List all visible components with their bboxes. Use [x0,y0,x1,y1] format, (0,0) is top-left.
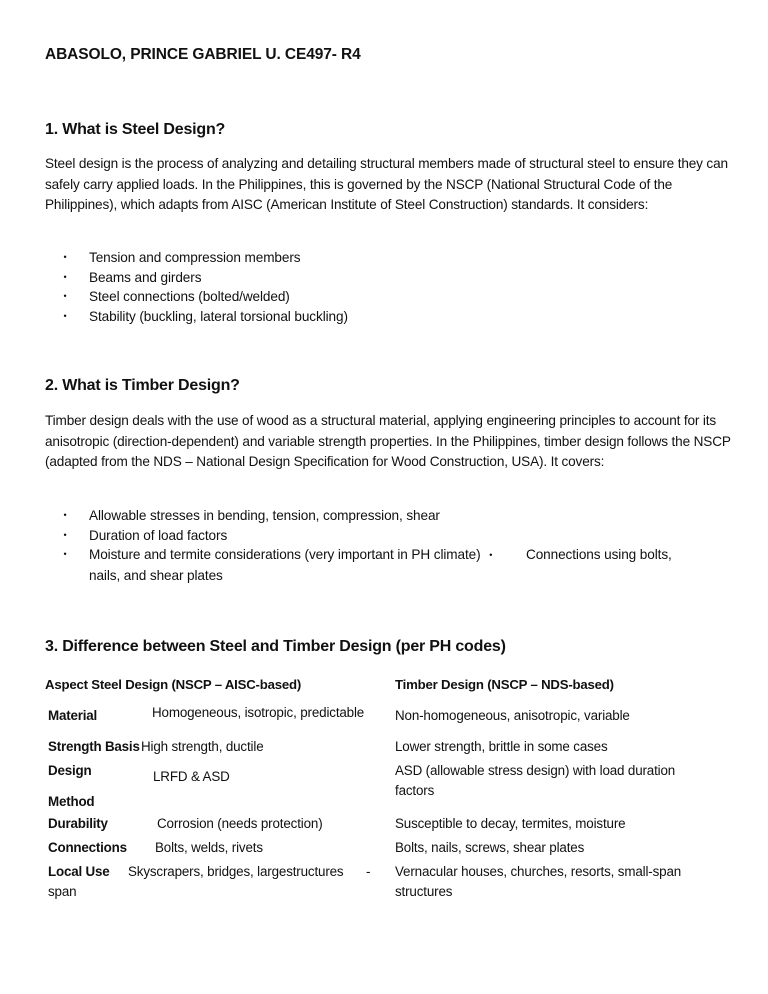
section-1-paragraph: Steel design is the process of analyzing and detailing structural members made of structural steel to ensure they can safely carry applied loads. In the Philippines, this is governed by the NSCP (National Structural Code of the Philippines), which adapts from AISC (American Institute of Steel Construction) standards. It considers: [45,156,728,212]
list-item-text: nails, and shear plates [89,567,223,583]
bullet-icon: • [489,550,493,561]
list-item-text: Tension and compression members [89,250,301,265]
table-cell-timber: structures [395,884,453,899]
table-cell-steel-dash: - [366,864,371,879]
table-cell-timber: Susceptible to decay, termites, moisture [395,816,626,831]
section-2-paragraph: Timber design deals with the use of wood as a structural material, applying engineering principles to account for its anisotropic (direction-dependent) and variable strength properties. In the Philippines, timber design follows the NSCP (adapted from the NDS – National Design Specification for Wood Construction, USA). It covers: [45,413,731,469]
list-item-text: Moisture and termite considerations (very important in PH climate) [89,547,481,563]
bullet-icon: • [63,291,67,302]
bullet-icon: • [63,549,67,560]
bullet-icon: • [63,252,67,262]
table-cell-steel: Corrosion (needs protection) [157,816,323,831]
list-item [60,506,672,526]
bullet-icon: • [63,510,67,520]
table-cell-steel: Homogeneous, isotropic, predictable [152,705,365,720]
author-course-line: ABASOLO, PRINCE GABRIEL U. CE497- R4 [45,46,361,63]
list-item [60,545,672,566]
section-2-heading: 2. What is Timber Design? [45,377,240,394]
list-item-wrap [60,566,672,586]
table-cell-timber: Lower strength, brittle in some cases [395,739,608,754]
bullet-icon: • [63,271,67,282]
table-cell-timber: Bolts, nails, screws, shear plates [395,840,585,855]
section-1-bullet-list [60,248,348,326]
section-1-heading: 1. What is Steel Design? [45,121,226,138]
list-item [60,287,348,307]
table-cell-steel: High strength, ductile [141,739,264,754]
table-cell-timber: Non-homogeneous, anisotropic, variable [395,708,630,723]
list-item [60,307,348,327]
section-2-bullet-list [60,506,672,585]
list-item-text: Steel connections (bolted/welded) [89,289,290,305]
list-item-text: Allowable stresses in bending, tension, compression, shear [89,508,440,523]
table-cell-aspect: Strength Basis [48,739,140,754]
list-item [60,248,348,268]
table-cell-steel: span [48,884,77,899]
table-cell-timber: factors [395,783,435,798]
bullet-icon: • [63,529,67,540]
list-item [60,268,348,288]
table-cell-aspect: Local Use [48,864,110,879]
list-item-text: Duration of load factors [89,527,228,543]
table-cell-timber: ASD (allowable stress design) with load duration [395,763,676,778]
list-item-text: Connections using bolts, [525,547,672,563]
section-3-heading: 3. Difference between Steel and Timber Design (per PH codes) [45,638,506,655]
table-cell-aspect: Material [48,708,98,723]
table-cell-aspect: Durability [48,816,108,831]
table-cell-steel: LRFD & ASD [153,769,230,784]
list-item-text: Beams and girders [89,269,202,285]
table-cell-steel: Bolts, welds, rivets [155,840,263,855]
table-cell-aspect: Connections [48,840,127,855]
table-header-aspect-steel: Aspect Steel Design (NSCP – AISC-based) [45,677,302,692]
table-cell-timber: Vernacular houses, churches, resorts, small-span [395,864,682,879]
table-cell-aspect: Method [48,794,95,809]
bullet-icon: • [63,310,67,321]
list-item [60,526,672,546]
table-cell-steel: Skyscrapers, bridges, largestructures [128,864,344,879]
list-item-text: Stability (buckling, lateral torsional buckling) [89,308,348,324]
table-header-timber: Timber Design (NSCP – NDS-based) [395,677,614,692]
table-cell-aspect: Design [48,763,92,778]
